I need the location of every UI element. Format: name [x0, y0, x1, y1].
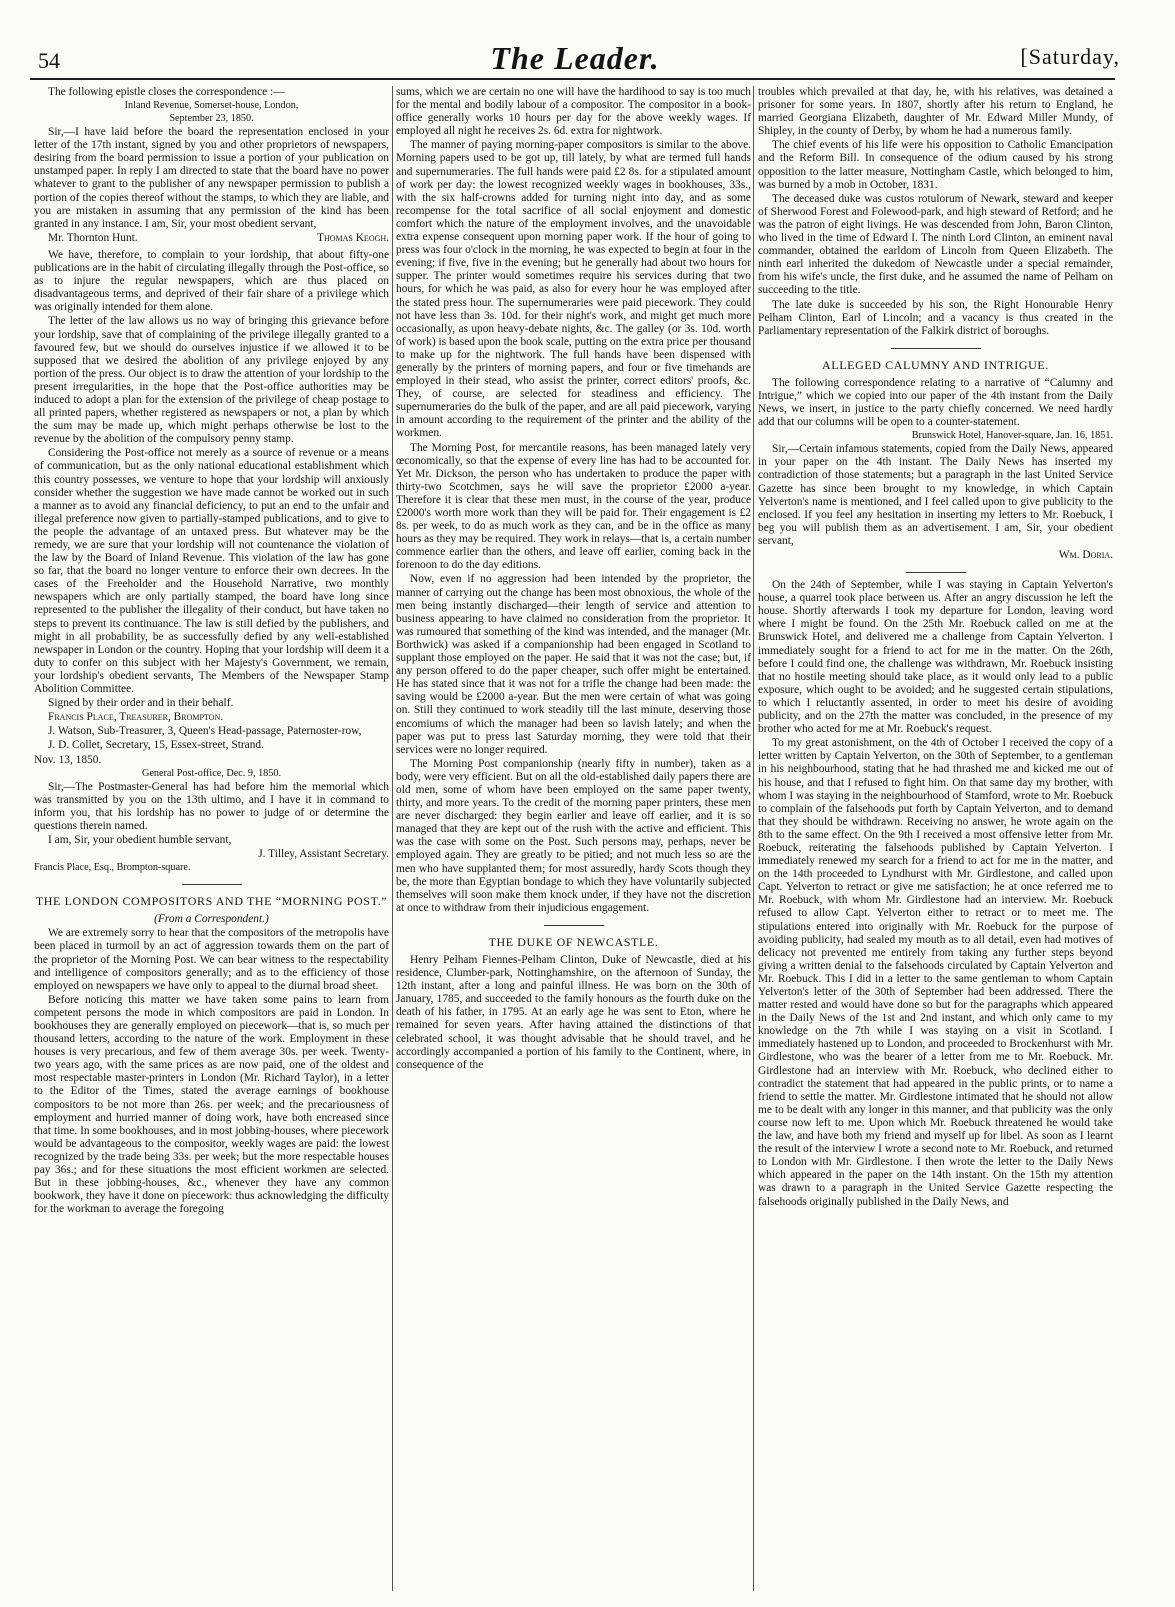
letter-recipient: Francis Place, Esq., Brompton-square.	[34, 862, 191, 874]
letter-address: Inland Revenue, Somerset-house, London,	[124, 100, 299, 112]
paragraph: The manner of paying morning-paper compositors is similar to the above. Morning papers used to be got up, till lately, by what are termed full hands and supernumeraries. The full hands were paid £2 8s. for a stipulated amount of work per day: the lowest recognized weekly wages in bookhouses, 33s., with the six half-crowns added for turning night into day, and as some recompense for the total sacrifice of all social enjoyment and domestic comfort which the nature of the employment involves, and the unavoidable extra expense consequent upon morning paper work. If the hour of going to press was four o'clock in the morning, he was expected to begin at four in the evening; if five, five in the evening; but he generally had about two hours for supper. The printer would sometimes require his services during that two hours, for which he was paid, as also for every hour he was employed after the stated press hour. The supernumeraries were paid piecework. They could not have less than 3s. 10d. for their night's work, and might get much more occasionally, as upon heavy-debate nights, &c. The galley (or 3s. 10d. worth of work) is based upon the book scale, putting on the extra price per thousand to make up for the nightwork. The full hands have been dispensed with generally by the printers of morning papers, and four or five timehands are employed in their stead, who assist the printer, correct editors' proofs, &c. They, of course, are selected for steadiness and efficiency. The supernumeraries do the bulk of the paper, and are all paid piecework, varying in amount according to the requirement of the printer and the ability of the workmen.	[396, 139, 751, 440]
paragraph: troubles which prevailed at that day, he, with his relatives, was detained a prisoner for some years. In 1807, shortly after his return to England, he married Georgiana Elizabeth, daughter of Mr. Edward Miller Mundy, of Shipley, in the county of Derby, by whom he had a numerous family.	[758, 86, 1113, 138]
header-rule	[30, 78, 1115, 80]
letter-date: September 23, 1850.	[169, 113, 254, 125]
paragraph: The Morning Post, for mercantile reasons, has been managed lately very œconomically, so that the expense of every line has had to be accounted for. Yet Mr. Dickson, the person who has undertaken to produce the paper with thirty-two Scotchmen, says he will save the proprietor £2000 a-year. Therefore it is clear that these men must, in the course of the year, produce £2000's worth more work than they will be paid for. Their engagement is £2 8s. per week, to do as much work as they can, and be in the office as many hours as they may be required. They work in relays—that is, a certain number commence earlier than the others, and leave off earlier, coming back in the forenoon to do the day editions.	[396, 441, 751, 572]
page-header	[30, 40, 1120, 76]
paragraph: The late duke is succeeded by his son, the Right Honourable Henry Pelham Clinton, Earl of Lincoln; and a vacancy is thus created in the Parliamentary representation of the Falkirk district of boroughs.	[758, 298, 1113, 337]
paragraph: Now, even if no aggression had been intended by the proprietor, the manner of carrying out the change has been most obnoxious, the whole of the men being instantly discharged—their length of service and attention to business appearing to have claimed no consideration from the proprietor. It was rumoured that something of the kind was intended, and the manager (Mr. Borthwick) was asked if a companionship had been engaged in Scotland to supplant those employed on the paper. He said that it was not the case; but, if any person offered to do the paper cheaper, such offer might be entertained. He has stated since that it was not for a trifle the change had been made: the saving would be £2000 a-year. But the men were certain of what was going on. Still they continued to work steadily till the last minute, deserving those encomiums of which the manager had been so lavish lately; and when the paper was put to press last Saturday morning, they were told that their services were no longer required.	[396, 573, 751, 756]
section-divider	[544, 925, 604, 926]
letter-body: Sir,—Certain infamous statements, copied from the Daily News, appeared in your paper on the 4th instant. The Daily News has inserted my contradiction of those statements; but a paragraph in the last United Service Gazette has since been brought to my knowledge, in which Captain Yelverton's name is mentioned, and I feel called upon to give publicity to the enclosed. If you feel any hesitation in inserting my letters to Mr. Roebuck, I beg you will publish them as an advertisement. I am, Sir, your obedient servant,	[758, 443, 1113, 547]
signatory: J. Watson, Sub-Treasurer, 3, Queen's Head-passage, Paternoster-row,	[48, 725, 362, 738]
dateline: [Saturday,	[1020, 44, 1120, 69]
section-divider	[891, 348, 981, 349]
section-heading: THE LONDON COMPOSITORS AND THE “MORNING POST.”	[35, 894, 388, 909]
letter-signatory: Wm. Doria.	[1058, 549, 1113, 561]
paragraph: sums, which we are certain no one will have the hardihood to say is too much for the mental and bodily labour of a compositor. The compositor in a book-office generally works 10 hours per day for the above weekly wages. If employed all night he receives 2s. 6d. extra for nightwork.	[396, 86, 751, 138]
section-divider	[182, 884, 242, 885]
signature-date: Nov. 13, 1850.	[34, 753, 102, 766]
paragraph: We have, therefore, to complain to your lordship, that about fifty-one publications are in the habit of circulating illegally through the Post-office, so as to injure the regular newspapers, which are thus placed on disadvantageous terms, and deprived of their fair share of a privilege which was originally intended for them alone.	[34, 248, 389, 314]
signed-line: Signed by their order and in their behalf.	[48, 697, 234, 710]
section-divider	[906, 572, 966, 573]
signatory: J. D. Collet, Secretary, 15, Essex-street, Strand.	[48, 739, 264, 752]
paragraph: The deceased duke was custos rotulorum of Newark, steward and keeper of Sherwood Forest and Folewood-park, and high steward of Retford; and he was the patron of eight livings. He was descended from John, Baron Clinton, who lived in the time of Edward I. The ninth Lord Clinton, an eminent naval commander, obtained the earldom of Lincoln from Queen Elizabeth. The ninth earl inherited the dukedom of Newcastle under a special remainder, from his wife's uncle, the first duke, and he assumed the name of Pelham on succeeding to the title.	[758, 192, 1113, 297]
letter-address: Brunswick Hotel, Hanover-square, Jan. 16, 1851.	[911, 430, 1113, 442]
paragraph: We are extremely sorry to hear that the compositors of the metropolis have been placed in turmoil by an act of aggression towards them on the part of the proprietor of the Morning Post. We can bear witness to the respectability and intelligence of compositors generally; and as to the efficiency of those employed on newspapers we have only to appeal to the diurnal broad sheet.	[34, 927, 389, 992]
paragraph: The letter of the law allows us no way of bringing this grievance before your lordship, save that of complaining of the privilege illegally granted to a favoured few, but we should do ourselves injustice if we allowed it to be supposed that we desired the abolition of any privilege enjoyed by any portion of the press. Our object is to draw the attention of your lordship to the present irregularities, in the hope that the Post-office authorities may be induced to adopt a plan for the extension of the privilege of cheap postage to all printed papers, whether registered as newspapers or not, a plan by which the sum may be made up, which might perhaps otherwise be lost to the revenue by the abolition of the compulsory penny stamp.	[34, 315, 389, 446]
letter-signatory: J. Tilley, Assistant Secretary.	[258, 848, 389, 861]
column-divider	[753, 86, 754, 1591]
section-heading: ALLEGED CALUMNY AND INTRIGUE.	[822, 357, 1049, 372]
section-subheading: (From a Correspondent.)	[154, 913, 269, 926]
letter-body: Sir,—I have laid before the board the representation enclosed in your letter of the 17th instant, signed by you and other proprietors of newspapers, desiring from the board permission to issue a portion of your publication on unstamped paper. In reply I am directed to state that the board have no power whatever to grant to the publisher of any newspaper permission to publish a portion of the copies thereof without the stamps, to which they are liable, and you are mistaken in assuming that any permission of the kind has been granted in any instance. I am, Sir, your most obedient servant,	[34, 126, 389, 230]
column-3	[758, 86, 1113, 1591]
paragraph: On the 24th of September, while I was staying in Captain Yelverton's house, a quarrel took place between us. After an angry discussion he left the house. Shortly afterwards I took my departure for London, leaving word where I might be found. On the 25th Mr. Roebuck called on me at the Brunswick Hotel, and delivered me a challenge from Captain Yelverton. I immediately sought for a friend to act for me in the matter. On the 26th, before I could find one, the challenge was withdrawn, Mr. Roebuck insisting that no hostile meeting should take place, as it would only lead to a public exposure, which ought to be avoided; and he suggested certain stipulations, to which I reluctantly assented, in order to meet his desire of avoiding publicity, and on the 27th the matter was concluded, in the presence of my brother who acted for me at Mr. Roebuck's request.	[758, 579, 1113, 736]
paragraph: Considering the Post-office not merely as a source of revenue or a means of communication, but as the only national educational establishment which this country possesses, we venture to hope that your lordship will anxiously consider whether the suggestion we have made cannot be worked out in such a manner as to avoid any financial deficiency, to put an end to the unfair and illegal preference now given to partially-stamped publications, and to give to the people the advantage of an untaxed press. But whatever may be the remedy, we are sure that your lordship will not countenance the violation of the law by the Board of Inland Revenue. This violation of the law has gone so far, that the board no longer venture to enforce their own decrees. In the cases of the Freeholder and the Household Narrative, two monthly newspapers which are only partially stamped, the board have long since represented to the publisher the illegality of their conduct, but have taken no steps to prevent its continuance. The law is still defied by the publishers, and might in all probability, be as successfully defied by any well-established newspaper in London or the country. Hoping that your lordship will deem it a duty to confer on this subject with her Majesty's Government, we remain, your lordship's obedient servants, The Members of the Newspaper Stamp Abolition Committee.	[34, 447, 389, 696]
letter-recipient: Mr. Thornton Hunt.	[48, 231, 138, 244]
masthead-title: The Leader.	[490, 40, 660, 76]
letter-body: Sir,—The Postmaster-General has had before him the memorial which was transmitted by you on the 13th ultimo, and I have it in command to inform you, that his lordship has no power to judge of or determine the questions therein named.	[34, 780, 389, 832]
letter-signature-line	[34, 232, 389, 245]
paragraph: The Morning Post companionship (nearly fifty in number), taken as a body, were very efficient. But on all the old-established daily papers there are old men, some of whom have been employed on the same paper twenty, thirty, and more years. To the credit of the morning paper printers, these men are never discharged: they begin earlier and leave off earlier, and it is so managed that they are kept out of the rush with the active and efficient. This was the case with some on the Post. Such persons may, perhaps, never be employed again. They are greatly to be pitied; and not much less so are the men who have supplanted them; for most assuredly, hardy Scots though they be, the more than Egyptian bondage to which they have voluntarily subjected themselves will soon make them knock under, if they have not the discretion at once to withdraw from their injudicious engagement.	[396, 757, 751, 914]
paragraph: Henry Pelham Fiennes-Pelham Clinton, Duke of Newcastle, died at his residence, Clumber-park, Nottinghamshire, on the afternoon of Sunday, the 12th instant, after a long and painful illness. He was born on the 30th of January, 1785, and succeeded to the family honours as the fourth duke on the death of his father, in 1795. At an early age he was sent to Eton, where he remained for seven years. After having attained the distinctions of that celebrated school, it was thought advisable that he should travel, and he accordingly accompanied a portion of his family to the Continent, where, in consequence of the	[396, 954, 751, 1071]
section-heading: THE DUKE OF NEWCASTLE.	[488, 934, 659, 949]
paragraph: The following correspondence relating to a narrative of “Calumny and Intrigue,” which we copied into our paper of the 4th instant from the Daily News, we insert, in justice to the party chiefly concerned. We need hardly add that our columns will be open to a counter-statement.	[758, 376, 1113, 429]
paragraph: To my great astonishment, on the 4th of October I received the copy of a letter written by Captain Yelverton, on the 30th of September, to a gentleman in his neighbourhood, stating that he had thrashed me and kicked me out of his house, and that I refused to fight him. On that same day my brother, with whom I was staying in the neighbourhood of Stamford, wrote to Mr. Roebuck to complain of the falsehoods put forth by Captain Yelverton, and to demand that they should be withdrawn. Receiving no answer, he wrote again on the 8th to the same effect. On the 9th I received a most offensive letter from Mr. Roebuck, reiterating the falsehoods published by Captain Yelverton. I immediately renewed my search for a friend to act for me in the matter, and on the 14th proceeded to Lyndhurst with Mr. Girdlestone, and called upon Capt. Yelverton to retract or give me satisfaction; he at once referred me to Mr. Roebuck, with whom Mr. Girdlestone had an interview. Mr. Roebuck refused to allow Capt. Yelverton either to retract or to meet me. The stipulations entered into originally with Mr. Roebuck for the purpose of avoiding publicity, had sealed my mouth as to all detail, even had motives of delicacy not prevented me entirely from taking any further steps beyond giving a written denial to the falsehoods circulated by Captain Yelverton and Mr. Roebuck. This I did in a letter to the same gentleman to whom Captain Yelverton's letter of the 30th of September had been addressed. There the matter rested and would have done so but for the paragraphs which appeared in the Daily News of the 1st and 2nd instant, and which only came to my knowledge on the 7th while I was staying on a visit in Scotland. I immediately hastened up to London, and proceeded to Brockenhurst with Mr. Girdlestone, who was the bearer of a letter from me to Mr. Roebuck. Mr. Girdlestone had an interview with Mr. Roebuck, who declined either to contradict the statement that had appeared in the public prints, or to name a friend to settle the matter. Mr. Girdlestone intimated that he should not allow me to be dealt with any longer in this manner, and that publicity was the only course now left to me. Upon which Mr. Roebuck threatened he would take the law, and have both my friend and myself up for libel. As soon as I learnt the result of the interview I wrote a second note to Mr. Roebuck, and returned to London with Mr. Girdlestone. I then wrote the letter to the Daily News which appeared in the paper on the 14th instant. On the 15th my attention was drawn to a paragraph in the United Service Gazette respecting the falsehoods originally published in the Daily News, and	[758, 737, 1113, 1208]
column-1	[34, 86, 389, 1591]
paragraph: The chief events of his life were his opposition to Catholic Emancipation and the Reform Bill. In consequence of the odium caused by his strong opposition to the latter measure, Nottingham Castle, which belonged to him, was burned by a mob in October, 1831.	[758, 139, 1113, 191]
signatory: Francis Place, Treasurer, Brompton.	[48, 711, 224, 724]
paragraph: Before noticing this matter we have taken some pains to learn from competent persons the mode in which compositors are paid in London. In bookhouses they are generally employed on piecework—that is, so much per thousand letters, according to the nature of the work. Employment in these houses is very precarious, and few of them average 30s. per week. Twenty-two years ago, with the same prices as are now paid, one of the oldest and most respectable master-printers in London (Mr. Richard Taylor), in a letter to the Editor of the Times, stated the average earnings of bookhouse compositors to be not more than 26s. per week; and the precariousness of employment and hurried manner of doing work, have both encreased since that time. In some bookhouses, and in most jobbing-houses, where piecework would be advantageous to the compositor, weekly wages are paid: the lowest recognized by the trade being 33s. per week; but the more respectable houses pay 36s.; and for these situations the most efficient workmen are selected. But in these jobbing-houses, &c., whenever they have any common bookwork, they have it done on piecework: thus acknowledging the difficulty for the workman to average the foregoing	[34, 993, 389, 1216]
column-2	[396, 86, 751, 1591]
column-divider	[392, 86, 393, 1591]
page-number: 54	[38, 48, 60, 73]
letter-signatory: Thomas Keogh.	[317, 231, 389, 244]
intro-text: The following epistle closes the correspondence :—	[48, 86, 285, 98]
letter-close: I am, Sir, your obedient humble servant,	[48, 833, 232, 846]
letter-address: General Post-office, Dec. 9, 1850.	[142, 767, 281, 779]
